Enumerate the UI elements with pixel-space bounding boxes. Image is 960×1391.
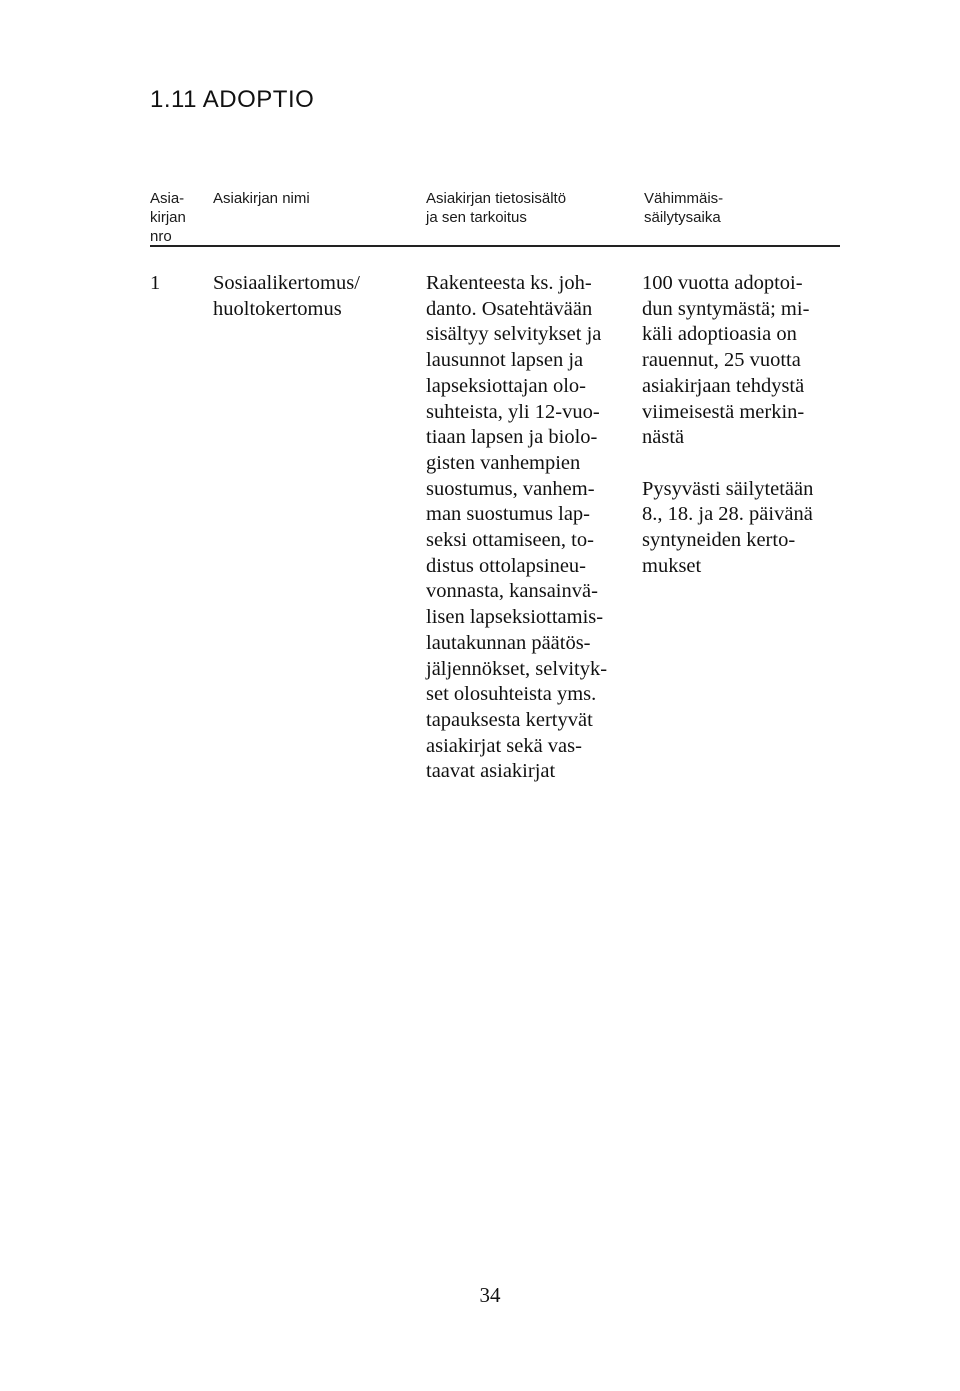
retention-line: käli adoptioasia on: [642, 323, 797, 346]
retention-line: dun syntymästä; mi-: [642, 297, 810, 320]
content-line: man suostumus lap-: [426, 503, 590, 526]
header-divider: [150, 245, 840, 247]
content-line: suostumus, vanhem-: [426, 477, 595, 500]
content-line: jäljennökset, selvityk-: [426, 657, 608, 680]
header-document-name: [213, 189, 310, 208]
row-number: 1: [150, 272, 161, 294]
retention-line: Pysyvästi säilytetään: [642, 477, 814, 500]
header-line: kirjan: [150, 209, 186, 226]
content-line: asiakirjat sekä vas-: [426, 734, 582, 757]
content-line: sisältyy selvitykset ja: [426, 323, 602, 346]
header-line: Asia-: [150, 190, 185, 207]
name-line: Sosiaalikertomus/: [213, 272, 360, 294]
page-number: 34: [479, 1283, 501, 1307]
content-line: taavat asiakirjat: [426, 760, 556, 783]
retention-line: viimeisestä merkin-: [642, 400, 805, 423]
header-line: säilytysaika: [644, 209, 721, 226]
header-line: Vähimmäis-: [644, 190, 724, 207]
row-content-cell: [426, 271, 607, 785]
content-line: suhteista, yli 12-vuo-: [426, 400, 600, 423]
row-retention-cell: [642, 271, 813, 579]
header-document-number: [150, 189, 186, 246]
header-line: Asiakirjan nimi: [213, 190, 310, 207]
content-line: lautakunnan päätös-: [426, 631, 591, 654]
content-line: lisen lapseksiottamis-: [426, 606, 604, 629]
content-line: seksi ottamiseen, to-: [426, 529, 594, 552]
content-line: gisten vanhempien: [426, 451, 581, 474]
content-line: danto. Osatehtävään: [426, 297, 593, 320]
retention-line: rauennut, 25 vuotta: [642, 349, 801, 372]
content-line: set olosuhteista yms.: [426, 683, 597, 706]
row-name-cell: [213, 271, 360, 322]
content-line: lausunnot lapsen ja: [426, 349, 584, 372]
retention-spacer: [642, 451, 813, 477]
header-retention-period: [644, 189, 723, 227]
content-line: tapauksesta kertyvät: [426, 708, 593, 731]
retention-line: 8., 18. ja 28. päivänä: [642, 503, 813, 526]
content-line: tiaan lapsen ja biolo-: [426, 426, 598, 449]
retention-line: syntyneiden kerto-: [642, 529, 796, 552]
row-number-cell: [150, 271, 160, 297]
content-line: lapseksiottajan olo-: [426, 374, 586, 397]
header-line: ja sen tarkoitus: [426, 209, 527, 226]
content-line: distus ottolapsineu-: [426, 554, 587, 577]
retention-line: nästä: [642, 426, 685, 449]
retention-line: mukset: [642, 554, 702, 577]
retention-line: 100 vuotta adoptoi-: [642, 272, 803, 294]
page-title: 1.11 ADOPTIO: [150, 86, 315, 113]
content-line: Rakenteesta ks. joh-: [426, 272, 592, 294]
header-line: Asiakirjan tietosisältö: [426, 190, 567, 207]
retention-line: asiakirjaan tehdystä: [642, 374, 805, 397]
content-line: vonnasta, kansainvä-: [426, 580, 598, 603]
header-document-content: [426, 189, 566, 227]
name-line: huoltokertomus: [213, 297, 342, 320]
header-line: nro: [150, 228, 172, 245]
